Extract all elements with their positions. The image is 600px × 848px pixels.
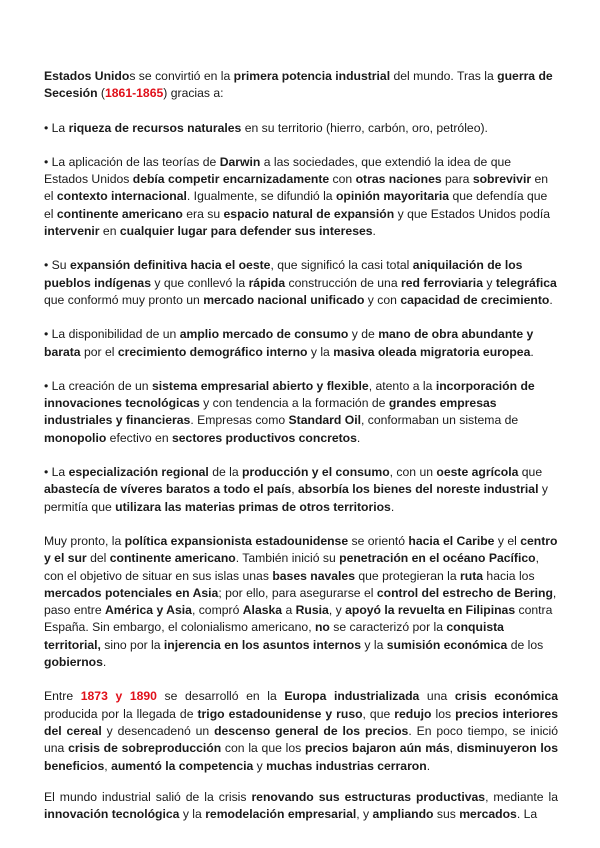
bold-text: bases navales	[272, 568, 355, 583]
bold-text: continente americano	[109, 551, 236, 566]
text-run: a	[282, 603, 296, 618]
text-run: y con tendencia a la formación de	[199, 396, 389, 411]
text-run: s se convirtió en la	[129, 69, 234, 83]
bold-text: mercado nacional unificado	[203, 292, 365, 307]
bold-text: producción y el consumo	[242, 465, 390, 480]
bold-text: conquista territorial,	[44, 620, 504, 652]
text-run: de la	[208, 465, 243, 480]
paragraph-expansionismo	[44, 533, 558, 671]
bold-text: crecimiento demográfico interno	[117, 344, 308, 359]
bold-text: rápida	[248, 275, 286, 290]
text-run: , con el objetivo de situar en sus islas unas	[44, 551, 539, 583]
paragraph-spacer	[44, 671, 558, 688]
text-run: , que significó la casi total	[270, 258, 413, 273]
bold-text: Alaska	[242, 603, 283, 618]
bold-text: disminuyeron los beneficios	[44, 741, 559, 773]
text-run: para	[441, 172, 473, 187]
text-run: ; por ello, para asegurarse el	[218, 585, 377, 600]
bold-text: trigo estadounidense y ruso	[197, 706, 363, 721]
document-page	[44, 68, 558, 823]
text-run: en	[99, 224, 120, 239]
paragraph-bullet-darwin	[44, 154, 558, 240]
bold-text: expansión definitiva hacia el oeste	[69, 258, 271, 273]
bold-text: intervenir	[44, 224, 100, 239]
text-run: y de	[348, 327, 379, 342]
bold-text: renovando sus estructuras productivas	[251, 789, 486, 804]
text-run: , con un	[389, 465, 437, 480]
bold-text: contexto internacional	[56, 189, 187, 204]
bold-text: innovación tecnológica	[44, 807, 180, 822]
text-run: que defendía que el	[44, 189, 548, 221]
bold-text: sobrevivir	[472, 172, 532, 187]
bold-text: sectores productivos concretos	[172, 430, 357, 445]
text-run: .	[372, 224, 376, 239]
text-run: era su	[182, 206, 224, 221]
text-run: . Empresas como	[190, 413, 289, 428]
paragraph-spacer	[44, 361, 558, 378]
text-run: y permitía que	[44, 482, 548, 514]
paragraph-spacer	[44, 240, 558, 257]
text-run: y desencadenó un	[101, 723, 215, 738]
bold-text: cualquier lugar para defender sus intereses	[119, 224, 373, 239]
text-run: . La	[516, 807, 538, 822]
text-run: y con	[364, 292, 401, 307]
bold-text: telegráfica	[495, 275, 557, 290]
bold-text: incorporación de innovaciones tecnológicas	[44, 378, 535, 411]
paragraph-spacer	[44, 447, 558, 464]
text-run: . También inició su	[235, 551, 340, 566]
bold-text: Standard Oil	[288, 413, 361, 428]
text-run: que conformó muy pronto un	[44, 292, 204, 307]
text-run: .	[530, 344, 534, 359]
text-run: • La	[44, 120, 69, 135]
text-run: se desarrolló en la	[156, 689, 285, 704]
bold-text: 1873 y 1890	[80, 689, 157, 704]
text-run: y la	[361, 637, 387, 652]
text-run: producida por la llegada de	[44, 706, 198, 721]
text-run: • Su	[44, 258, 70, 273]
text-run: sino por la	[100, 637, 164, 652]
text-run: y	[253, 758, 267, 773]
text-run: con	[329, 172, 356, 187]
bold-text: mercados potenciales en Asia	[44, 585, 219, 600]
text-run: y	[482, 275, 496, 290]
text-run: ,	[104, 758, 112, 773]
bold-text: sistema empresarial abierto y flexible	[151, 378, 369, 393]
text-run: (	[97, 86, 105, 101]
text-run: se caracterizó por la	[329, 620, 447, 635]
text-run: ,	[449, 741, 457, 756]
bold-text: Rusia	[295, 603, 329, 618]
bold-text: absorbía los bienes del noreste industrial	[298, 482, 539, 497]
text-run: y la	[179, 807, 206, 822]
paragraph-intro	[44, 68, 558, 103]
bold-text: hacia el Caribe	[408, 533, 495, 548]
bold-text: continente americano	[56, 206, 183, 221]
bold-text: precios bajaron aún más	[304, 741, 450, 756]
text-run: • La creación de un	[44, 378, 152, 393]
bold-text: Estados Unido	[44, 69, 130, 83]
text-run: sus	[433, 807, 460, 822]
text-run: • La disponibilidad de un	[44, 327, 180, 342]
bold-text: riqueza de recursos naturales	[68, 120, 242, 135]
bold-text: otras naciones	[355, 172, 442, 187]
paragraph-renovacion	[44, 789, 558, 824]
text-run: y el	[494, 533, 521, 548]
paragraph-bullet-recursos	[44, 120, 558, 137]
text-run: ) gracias a:	[163, 86, 224, 101]
bold-text: mano de obra abundante y barata	[44, 327, 534, 359]
bold-text: guerra de Secesión	[44, 69, 553, 101]
paragraph-bullet-especializacion	[44, 464, 558, 516]
text-run: ,	[291, 482, 299, 497]
text-run: , conformaban un sistema de	[361, 413, 519, 428]
paragraph-bullet-empresarial	[44, 378, 558, 447]
text-run: y la	[307, 344, 334, 359]
text-run: de los	[507, 637, 544, 652]
bold-text: América y Asia	[104, 603, 192, 618]
bold-text: redujo	[394, 706, 432, 721]
text-run: El mundo industrial salió de la crisis	[44, 789, 252, 804]
text-run: , y	[328, 603, 346, 618]
text-run: y que Estados Unidos podía	[394, 206, 551, 221]
bold-text: sumisión económica	[386, 637, 508, 652]
bold-text: primera potencia industrial	[233, 69, 391, 83]
text-run: .	[549, 292, 553, 307]
text-run: una	[419, 689, 455, 704]
text-run: .	[390, 499, 395, 514]
text-run: en el	[44, 172, 549, 204]
text-run: . Igualmente, se difundió la	[186, 189, 336, 204]
bold-text: especialización regional	[68, 465, 209, 480]
bold-text: oeste agrícola	[436, 465, 519, 480]
bold-text: utilizara las materias primas de otros territorios	[115, 499, 391, 514]
text-run: Entre	[44, 689, 81, 704]
text-run: , atento a la	[368, 378, 436, 393]
text-run: efectivo en	[106, 430, 172, 445]
text-run: , y	[356, 807, 373, 822]
bold-text: espacio natural de expansión	[223, 206, 395, 221]
bold-text: remodelación empresarial	[205, 807, 357, 822]
text-run: .	[426, 758, 431, 773]
text-run: . En poco tiempo, se inició una	[44, 723, 558, 756]
bold-text: masiva oleada migratoria europea	[333, 344, 531, 359]
text-run: con la que los	[221, 741, 305, 756]
bold-text: precios interiores del cereal	[44, 706, 558, 738]
bold-text: aniquilación de los pueblos indígenas	[44, 258, 523, 290]
paragraph-bullet-oeste	[44, 257, 558, 309]
bold-text: capacidad de crecimiento	[400, 292, 550, 307]
bold-text: abastecía de víveres baratos a todo el país	[44, 482, 292, 497]
bold-text: gobiernos	[44, 655, 103, 670]
bold-text: opinión mayoritaria	[335, 189, 450, 204]
bold-text: debía competir encarnizadamente	[132, 172, 330, 187]
text-run: , que	[362, 706, 395, 721]
text-run: del mundo. Tras la	[390, 69, 498, 83]
bold-text: muchas industrias cerraron	[266, 758, 427, 773]
bold-text: grandes empresas industriales y financieras	[44, 396, 497, 428]
bold-text: control del estrecho de Bering	[376, 585, 553, 600]
bold-text: amplio mercado de consumo	[179, 327, 349, 342]
text-run: los	[431, 706, 456, 721]
bold-text: apoyó la revuelta en Filipinas	[345, 603, 516, 618]
bold-text: mercados	[459, 807, 517, 822]
paragraph-bullet-mercado	[44, 326, 558, 361]
text-run: .	[356, 430, 361, 445]
paragraph-spacer	[44, 309, 558, 326]
paragraph-spacer	[44, 516, 558, 533]
text-run: a las sociedades, que extendió la idea de que Estados Unidos	[44, 154, 512, 187]
bold-text: injerencia en los asuntos internos	[163, 637, 362, 652]
bold-text: red ferroviaria	[401, 275, 483, 290]
bold-text: crisis de sobreproducción	[68, 741, 222, 756]
bold-text: 1861-1865	[104, 86, 164, 101]
bold-text: aumentó la competencia	[111, 758, 254, 773]
bold-text: política expansionista estadounidense	[124, 533, 349, 548]
text-run: hacia los	[483, 568, 535, 583]
text-run: del	[86, 551, 110, 566]
text-run: y que conllevó la	[151, 275, 249, 290]
paragraph-crisis	[44, 688, 558, 774]
text-run: , compró	[191, 603, 243, 618]
text-run: .	[102, 655, 107, 670]
text-run: que protegieran la	[354, 568, 461, 583]
bold-text: ampliando	[372, 807, 434, 822]
text-run: que	[518, 465, 543, 480]
text-run: en su territorio (hierro, carbón, oro, petróleo).	[241, 120, 488, 135]
bold-text: centro y el sur	[44, 533, 558, 566]
bold-text: crisis económica	[454, 689, 558, 704]
text-run: construcción de una	[285, 275, 401, 290]
paragraph-spacer	[44, 137, 558, 154]
text-run: por el	[80, 344, 118, 359]
bold-text: Darwin	[219, 154, 261, 169]
bold-text: Europa industrializada	[284, 689, 420, 704]
bold-text: penetración en el océano Pacífico	[339, 551, 536, 566]
paragraph-spacer	[44, 775, 558, 789]
text-run: contra España. Sin embargo, el colonialismo americano,	[44, 603, 553, 635]
text-run: se orientó	[348, 533, 409, 548]
text-run: Muy pronto, la	[44, 533, 125, 548]
paragraph-spacer	[44, 103, 558, 120]
text-run: • La	[44, 465, 69, 480]
bold-text: no	[314, 620, 330, 635]
text-run: , mediante la	[485, 789, 558, 804]
bold-text: descenso general de los precios	[214, 723, 409, 738]
bold-text: ruta	[460, 568, 484, 583]
bold-text: monopolio	[44, 430, 107, 445]
text-run: , paso entre	[44, 585, 557, 618]
text-run: • La aplicación de las teorías de	[44, 154, 220, 169]
